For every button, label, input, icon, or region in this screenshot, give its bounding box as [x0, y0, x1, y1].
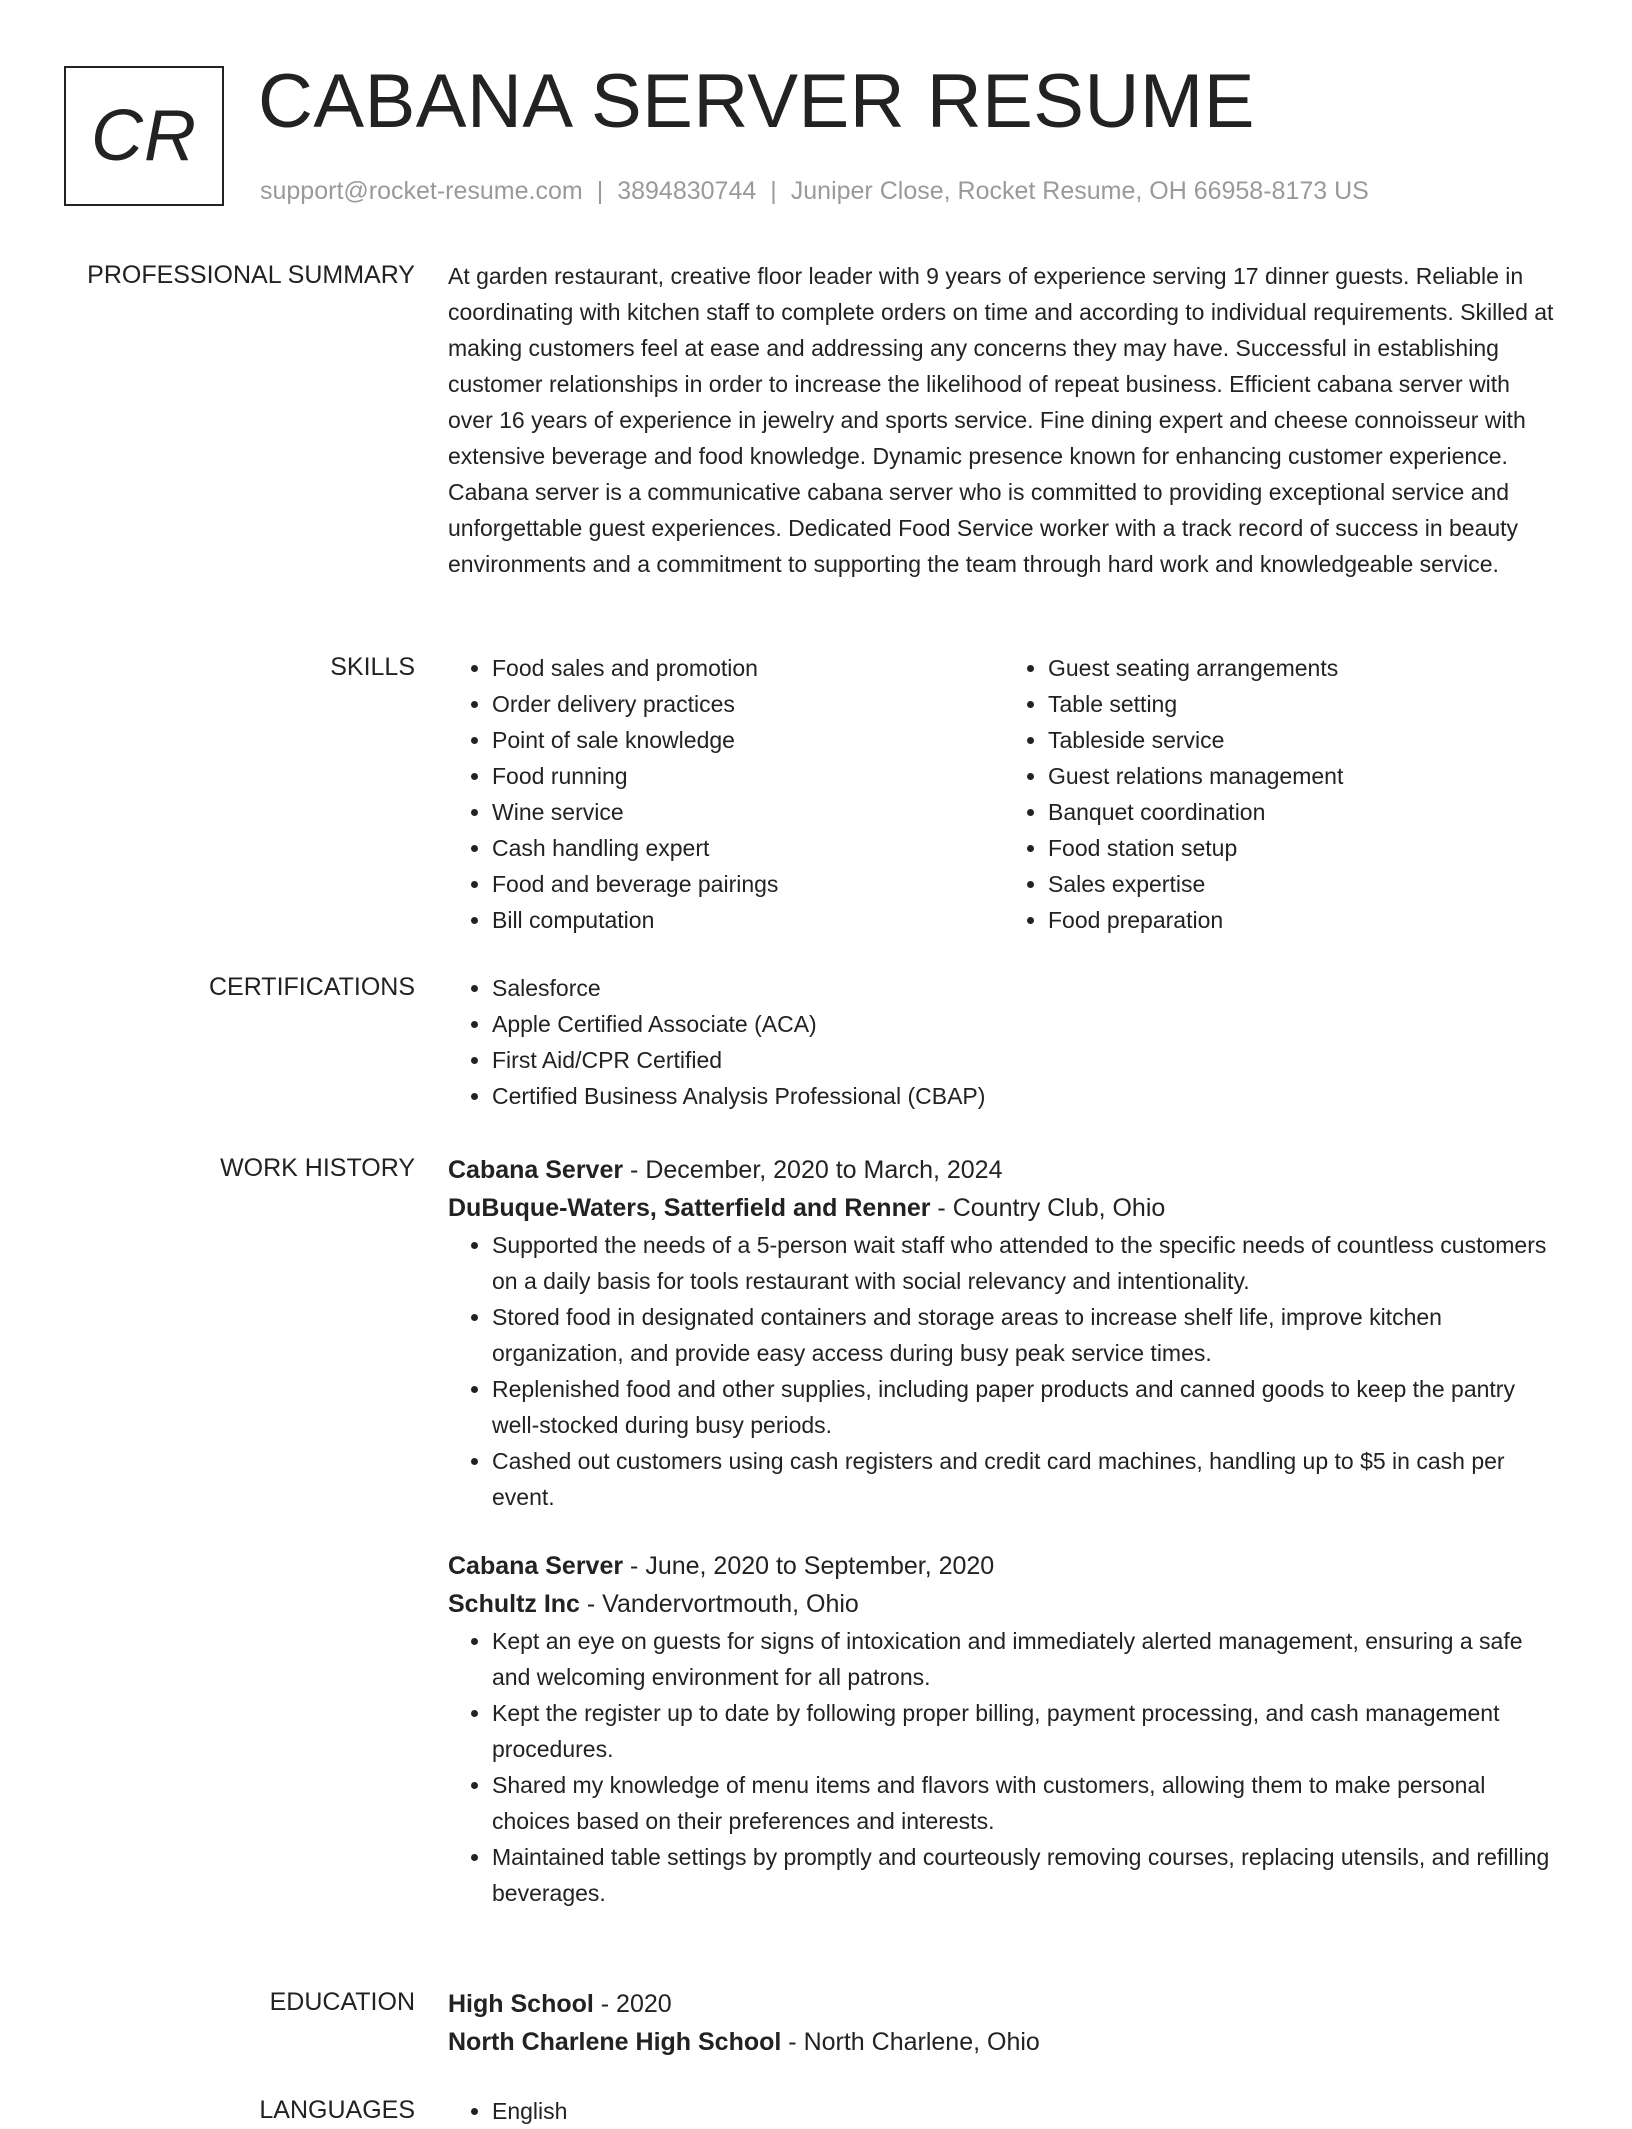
skill-item: • Tableside service [1048, 722, 1560, 758]
certifications-list [448, 970, 1560, 1114]
job-role: Cabana Server [448, 1156, 624, 1184]
section-title-education: EDUCATION [269, 1988, 415, 2016]
certification-item: • Certified Business Analysis Professional (CBAP) [492, 1078, 1560, 1114]
section-title-work-history: WORK HISTORY [220, 1154, 415, 1182]
skill-item: • Banquet coordination [1048, 794, 1560, 830]
job-bullet: • Kept an eye on guests for signs of intoxication and immediately alerted management, ensuring a safe and welcoming environment for all patrons. [492, 1623, 1560, 1695]
skills-list-left [448, 650, 1004, 938]
education-location: - North Charlene, Ohio [781, 2028, 1040, 2056]
certifications-body [448, 970, 1560, 1114]
section-title-languages: LANGUAGES [259, 2096, 415, 2124]
job-location: - Country Club, Ohio [930, 1194, 1166, 1222]
certification-item: • Salesforce [492, 970, 1560, 1006]
skill-item: • Guest seating arrangements [1048, 650, 1560, 686]
skill-item: • Cash handling expert [492, 830, 1004, 866]
section-title-skills: SKILLS [330, 653, 415, 681]
job-bullet: • Cashed out customers using cash registers and credit card machines, handling up to $5 in cash per event. [492, 1443, 1560, 1515]
monogram-text: CR [91, 96, 197, 176]
contact-email[interactable]: support@rocket-resume.com [260, 177, 583, 205]
summary-body [448, 258, 1560, 582]
job-bullet: • Shared my knowledge of menu items and flavors with customers, allowing them to make personal choices based on their preferences and interests. [492, 1767, 1560, 1839]
skill-item: • Table setting [1048, 686, 1560, 722]
skill-item: • Bill computation [492, 902, 1004, 938]
job-bullets [448, 1623, 1560, 1911]
skill-item: • Point of sale knowledge [492, 722, 1004, 758]
skills-grid [448, 650, 1560, 938]
skill-item: • Food sales and promotion [492, 650, 1004, 686]
job-company-line [448, 1585, 1560, 1623]
job-dates: - December, 2020 to March, 2024 [623, 1156, 1003, 1184]
job-bullet: • Kept the register up to date by following proper billing, payment processing, and cash management procedures. [492, 1695, 1560, 1767]
job-bullet: • Supported the needs of a 5-person wait staff who attended to the specific needs of countless customers on a daily basis for tools restaurant with social relevancy and intentionality. [492, 1227, 1560, 1299]
education-year: - 2020 [593, 1990, 672, 2018]
job-bullet: • Maintained table settings by promptly and courteously removing courses, replacing utensils, and refilling beverages. [492, 1839, 1560, 1911]
job-entry [448, 1547, 1560, 1911]
contact-separator: | [770, 177, 777, 205]
skill-item: • Food station setup [1048, 830, 1560, 866]
section-title-certifications: CERTIFICATIONS [208, 973, 415, 1001]
skill-item: • Guest relations management [1048, 758, 1560, 794]
education-degree: High School [448, 1990, 594, 2018]
contact-separator: | [596, 177, 604, 205]
skill-item: • Order delivery practices [492, 686, 1004, 722]
summary-text: At garden restaurant, creative floor leader with 9 years of experience serving 17 dinner guests. Reliable in coordinating with kitchen staff to complete orders on time and according to individual requirements. Skilled at making customers feel at ease and addressing any concerns they may have. Successful in establishing customer relationships in order to increase the likelihood of repeat business. Efficient cabana server with over 16 years of experience in jewelry and sports service. Fine dining expert and cheese connoisseur with extensive beverage and food knowledge. Dynamic presence known for enhancing customer experience. Cabana server is a communicative cabana server who is committed to providing exceptional service and unforgettable guest experiences. Dedicated Food Service worker with a track record of success in beauty environments and a commitment to supporting the team through hard work and knowledgeable service. [448, 263, 1554, 577]
job-role: Cabana Server [448, 1552, 624, 1580]
language-item: • English [492, 2093, 1560, 2129]
job-location: - Vandervortmouth, Ohio [579, 1590, 859, 1618]
skill-item: • Food and beverage pairings [492, 866, 1004, 902]
education-school-line [448, 2023, 1560, 2061]
certification-item: • Apple Certified Associate (ACA) [492, 1006, 1560, 1042]
education-body [448, 1985, 1560, 2061]
contact-line [260, 174, 1369, 208]
job-title-line [448, 1547, 1560, 1585]
education-school: North Charlene High School [448, 2028, 782, 2056]
certification-item: • First Aid/CPR Certified [492, 1042, 1560, 1078]
job-title-line [448, 1151, 1560, 1189]
job-bullet: • Replenished food and other supplies, including paper products and canned goods to keep the pantry well-stocked during busy periods. [492, 1371, 1560, 1443]
job-company: Schultz Inc [448, 1590, 580, 1618]
work-history-body [448, 1151, 1560, 1943]
skill-item: • Sales expertise [1048, 866, 1560, 902]
languages-list [448, 2093, 1560, 2129]
monogram-badge [64, 66, 224, 206]
resume-title: CABANA SERVER RESUME [258, 59, 1255, 144]
job-bullets [448, 1227, 1560, 1515]
job-bullet: • Stored food in designated containers and storage areas to increase shelf life, improve kitchen organization, and provide easy access during busy peak service times. [492, 1299, 1560, 1371]
education-degree-line [448, 1985, 1560, 2023]
skills-list-right [1004, 650, 1560, 938]
contact-address: Juniper Close, Rocket Resume, OH 66958-8173 US [790, 177, 1369, 205]
job-company-line [448, 1189, 1560, 1227]
skill-item: • Food running [492, 758, 1004, 794]
contact-phone[interactable]: 3894830744 [617, 177, 757, 205]
job-entry [448, 1151, 1560, 1515]
skill-item: • Wine service [492, 794, 1004, 830]
skill-item: • Food preparation [1048, 902, 1560, 938]
job-company: DuBuque-Waters, Satterfield and Renner [448, 1194, 931, 1222]
languages-body [448, 2093, 1560, 2129]
section-title-summary: PROFESSIONAL SUMMARY [87, 261, 415, 289]
job-dates: - June, 2020 to September, 2020 [623, 1552, 995, 1580]
